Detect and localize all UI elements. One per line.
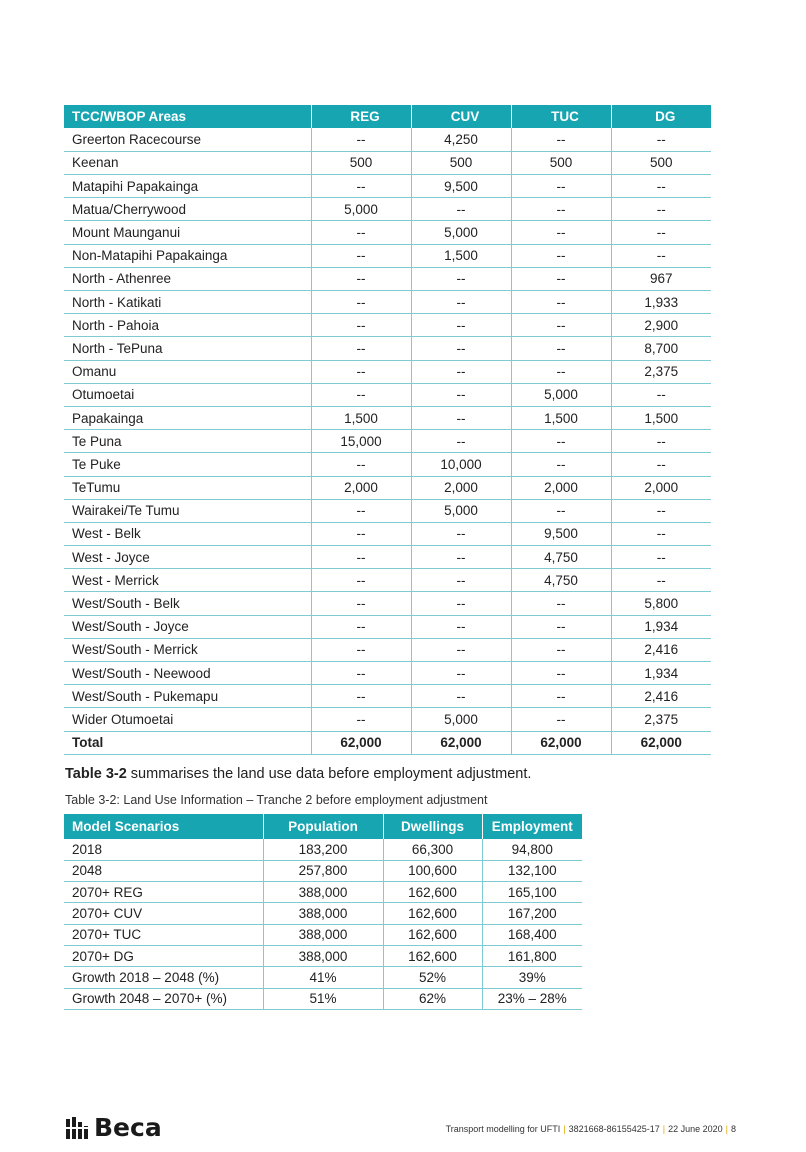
footer-doc-ref: 3821668-86155425-17 xyxy=(568,1124,660,1134)
table-row xyxy=(64,967,582,988)
scenario-cell: 168,400 xyxy=(482,924,582,945)
area-cell-label: North - Katikati xyxy=(64,291,311,314)
area-cell: -- xyxy=(511,430,611,453)
area-cell: -- xyxy=(411,685,511,708)
area-cell: -- xyxy=(411,267,511,290)
table2-header-cell: Model Scenarios xyxy=(64,814,263,839)
area-cell-label: North - Pahoia xyxy=(64,314,311,337)
area-cell: -- xyxy=(311,638,411,661)
area-cell: -- xyxy=(311,128,411,151)
table1-header-cell: CUV xyxy=(411,105,511,128)
table-row xyxy=(64,924,582,945)
table-row xyxy=(64,291,711,314)
summary-paragraph xyxy=(65,766,531,782)
area-cell: -- xyxy=(411,383,511,406)
table1-header xyxy=(64,105,711,128)
area-cell: 2,000 xyxy=(311,476,411,499)
area-cell: -- xyxy=(511,244,611,267)
footer-separator: | xyxy=(563,1124,566,1134)
area-cell: 1,500 xyxy=(511,406,611,429)
area-cell: -- xyxy=(411,430,511,453)
area-cell-label: Omanu xyxy=(64,360,311,383)
area-cell: -- xyxy=(311,314,411,337)
area-cell: -- xyxy=(311,708,411,731)
area-cell-label: West/South - Joyce xyxy=(64,615,311,638)
table-row xyxy=(64,945,582,966)
table-row xyxy=(64,522,711,545)
page-footer xyxy=(446,1124,736,1134)
scenario-cell: 100,600 xyxy=(383,860,482,881)
table-row xyxy=(64,903,582,924)
scenario-cell: 162,600 xyxy=(383,924,482,945)
area-allocation-table xyxy=(64,105,711,755)
scenario-cell: 94,800 xyxy=(482,839,582,860)
table-row xyxy=(64,708,711,731)
area-cell: -- xyxy=(311,291,411,314)
area-cell-label: Papakainga xyxy=(64,406,311,429)
area-cell: -- xyxy=(311,662,411,685)
area-cell-label: West - Belk xyxy=(64,522,311,545)
table-row xyxy=(64,360,711,383)
table-caption: Table 3-2: Land Use Information – Tranche 2 before employment adjustment xyxy=(65,793,488,807)
area-cell-label: Wairakei/Te Tumu xyxy=(64,499,311,522)
area-cell: 2,375 xyxy=(611,708,711,731)
scenario-cell: 257,800 xyxy=(263,860,383,881)
table-row xyxy=(64,569,711,592)
area-cell: 1,934 xyxy=(611,662,711,685)
scenario-cell: 51% xyxy=(263,988,383,1009)
area-cell: 2,416 xyxy=(611,685,711,708)
scenario-cell: 183,200 xyxy=(263,839,383,860)
area-cell: -- xyxy=(611,569,711,592)
area-cell: 2,000 xyxy=(611,476,711,499)
table-row xyxy=(64,988,582,1009)
area-cell: -- xyxy=(411,314,511,337)
area-cell: -- xyxy=(511,662,611,685)
table-row xyxy=(64,267,711,290)
area-cell: -- xyxy=(311,337,411,360)
summary-text: summarises the land use data before employment adjustment. xyxy=(126,766,532,782)
area-cell: -- xyxy=(311,175,411,198)
area-cell: 967 xyxy=(611,267,711,290)
beca-logo-mark-icon xyxy=(66,1117,88,1139)
area-cell: -- xyxy=(311,569,411,592)
table-reference: Table 3-2 xyxy=(65,766,127,782)
area-cell: -- xyxy=(311,453,411,476)
area-cell: -- xyxy=(411,360,511,383)
scenario-cell-label: 2018 xyxy=(64,839,263,860)
scenario-cell: 165,100 xyxy=(482,882,582,903)
area-cell: -- xyxy=(511,453,611,476)
footer-date: 22 June 2020 xyxy=(668,1124,723,1134)
area-cell: -- xyxy=(411,546,511,569)
area-cell: -- xyxy=(411,638,511,661)
area-cell: 5,000 xyxy=(511,383,611,406)
scenario-cell: 162,600 xyxy=(383,945,482,966)
area-cell-label: West/South - Pukemapu xyxy=(64,685,311,708)
area-cell: -- xyxy=(511,198,611,221)
area-cell-label: Mount Maunganui xyxy=(64,221,311,244)
area-cell: -- xyxy=(311,499,411,522)
table-row xyxy=(64,860,582,881)
area-cell: 2,000 xyxy=(511,476,611,499)
area-cell: -- xyxy=(311,546,411,569)
scenario-cell: 162,600 xyxy=(383,882,482,903)
area-cell: 2,375 xyxy=(611,360,711,383)
area-cell: -- xyxy=(511,175,611,198)
table-row xyxy=(64,499,711,522)
table-row xyxy=(64,175,711,198)
scenario-cell-label: 2070+ TUC xyxy=(64,924,263,945)
area-cell-label: West/South - Merrick xyxy=(64,638,311,661)
table-row xyxy=(64,638,711,661)
table-row xyxy=(64,662,711,685)
table-row xyxy=(64,198,711,221)
scenario-cell-label: 2070+ DG xyxy=(64,945,263,966)
table1-header-cell: REG xyxy=(311,105,411,128)
total-cell: 62,000 xyxy=(311,731,411,754)
logo-wordmark: Beca xyxy=(94,1113,162,1142)
area-cell: 1,934 xyxy=(611,615,711,638)
area-cell: -- xyxy=(611,175,711,198)
area-cell-label: North - TePuna xyxy=(64,337,311,360)
area-cell: -- xyxy=(611,128,711,151)
area-cell: -- xyxy=(311,267,411,290)
area-cell: -- xyxy=(611,546,711,569)
scenario-cell-label: 2070+ CUV xyxy=(64,903,263,924)
area-cell: -- xyxy=(411,592,511,615)
area-cell: -- xyxy=(611,499,711,522)
table-row xyxy=(64,615,711,638)
table-row xyxy=(64,476,711,499)
table-row xyxy=(64,546,711,569)
area-cell: 500 xyxy=(611,151,711,174)
footer-separator: | xyxy=(725,1124,728,1134)
area-cell: 9,500 xyxy=(411,175,511,198)
table-row xyxy=(64,337,711,360)
table-row xyxy=(64,383,711,406)
area-cell: -- xyxy=(611,383,711,406)
total-cell: 62,000 xyxy=(511,731,611,754)
table-row xyxy=(64,406,711,429)
scenario-cell: 388,000 xyxy=(263,882,383,903)
area-cell-label: Te Puna xyxy=(64,430,311,453)
area-cell: -- xyxy=(511,291,611,314)
area-cell: 1,500 xyxy=(611,406,711,429)
area-cell: -- xyxy=(311,221,411,244)
area-cell: -- xyxy=(311,244,411,267)
area-cell: 15,000 xyxy=(311,430,411,453)
scenario-cell: 39% xyxy=(482,967,582,988)
area-cell: -- xyxy=(411,662,511,685)
area-cell-label: West/South - Neewood xyxy=(64,662,311,685)
area-cell: -- xyxy=(411,337,511,360)
area-cell-label: Matua/Cherrywood xyxy=(64,198,311,221)
area-cell: -- xyxy=(311,615,411,638)
scenario-cell: 388,000 xyxy=(263,945,383,966)
area-cell: -- xyxy=(311,592,411,615)
table1-total-row xyxy=(64,731,711,754)
total-cell: 62,000 xyxy=(611,731,711,754)
area-cell-label: Non-Matapihi Papakainga xyxy=(64,244,311,267)
area-cell: -- xyxy=(411,291,511,314)
table2-header-cell: Population xyxy=(263,814,383,839)
scenario-cell-label: Growth 2018 – 2048 (%) xyxy=(64,967,263,988)
table-row xyxy=(64,314,711,337)
table-row xyxy=(64,592,711,615)
area-cell-label: Otumoetai xyxy=(64,383,311,406)
footer-doc-title: Transport modelling for UFTI xyxy=(445,1124,561,1134)
area-cell-label: Wider Otumoetai xyxy=(64,708,311,731)
area-cell: -- xyxy=(311,522,411,545)
area-cell-label: Te Puke xyxy=(64,453,311,476)
area-cell: -- xyxy=(311,360,411,383)
area-cell-label: TeTumu xyxy=(64,476,311,499)
area-cell: 2,416 xyxy=(611,638,711,661)
area-cell: 1,933 xyxy=(611,291,711,314)
table-row xyxy=(64,430,711,453)
area-cell: -- xyxy=(511,592,611,615)
area-cell: 500 xyxy=(411,151,511,174)
scenario-cell-label: 2070+ REG xyxy=(64,882,263,903)
area-cell: 5,000 xyxy=(411,499,511,522)
beca-logo xyxy=(66,1113,162,1142)
table-row xyxy=(64,685,711,708)
table1-header-cell: TCC/WBOP Areas xyxy=(64,105,311,128)
area-cell: -- xyxy=(511,685,611,708)
area-cell: 8,700 xyxy=(611,337,711,360)
area-cell-label: Matapihi Papakainga xyxy=(64,175,311,198)
area-cell: -- xyxy=(411,615,511,638)
area-cell: -- xyxy=(511,221,611,244)
area-cell: -- xyxy=(611,453,711,476)
area-cell: -- xyxy=(511,360,611,383)
footer-separator: | xyxy=(662,1124,666,1134)
area-cell: 2,900 xyxy=(611,314,711,337)
area-cell: -- xyxy=(411,569,511,592)
table-row xyxy=(64,151,711,174)
scenario-cell: 161,800 xyxy=(482,945,582,966)
area-cell: -- xyxy=(511,128,611,151)
area-cell-label: Keenan xyxy=(64,151,311,174)
area-cell: -- xyxy=(311,383,411,406)
scenario-cell: 167,200 xyxy=(482,903,582,924)
scenario-cell: 388,000 xyxy=(263,924,383,945)
area-cell: 5,000 xyxy=(311,198,411,221)
table-row xyxy=(64,128,711,151)
area-cell: 5,000 xyxy=(411,708,511,731)
area-cell: 4,750 xyxy=(511,569,611,592)
table-row xyxy=(64,453,711,476)
table1-header-cell: DG xyxy=(611,105,711,128)
area-cell: -- xyxy=(511,267,611,290)
area-cell: -- xyxy=(511,499,611,522)
area-cell: -- xyxy=(511,638,611,661)
table-row xyxy=(64,839,582,860)
scenario-cell: 41% xyxy=(263,967,383,988)
area-cell: 10,000 xyxy=(411,453,511,476)
area-cell-label: West/South - Belk xyxy=(64,592,311,615)
area-cell: 1,500 xyxy=(411,244,511,267)
scenario-cell-label: Growth 2048 – 2070+ (%) xyxy=(64,988,263,1009)
table2-body xyxy=(64,839,582,1009)
area-cell-label: West - Merrick xyxy=(64,569,311,592)
area-cell: -- xyxy=(411,198,511,221)
table1-header-cell: TUC xyxy=(511,105,611,128)
page-number: 8 xyxy=(730,1124,736,1134)
area-cell: -- xyxy=(311,685,411,708)
area-cell: -- xyxy=(511,314,611,337)
table2-header-cell: Employment xyxy=(482,814,582,839)
total-cell: 62,000 xyxy=(411,731,511,754)
land-use-table xyxy=(64,814,582,1010)
area-cell: 500 xyxy=(311,151,411,174)
table2-header-cell: Dwellings xyxy=(383,814,482,839)
area-cell-label: West - Joyce xyxy=(64,546,311,569)
table-row xyxy=(64,221,711,244)
area-cell: -- xyxy=(511,337,611,360)
scenario-cell: 52% xyxy=(383,967,482,988)
table-row xyxy=(64,882,582,903)
scenario-cell: 23% – 28% xyxy=(482,988,582,1009)
area-cell: 1,500 xyxy=(311,406,411,429)
area-cell: -- xyxy=(511,708,611,731)
table1-body xyxy=(64,128,711,731)
area-cell: -- xyxy=(611,221,711,244)
area-cell: 5,800 xyxy=(611,592,711,615)
area-cell-label: North - Athenree xyxy=(64,267,311,290)
area-cell: -- xyxy=(411,406,511,429)
area-cell: -- xyxy=(611,198,711,221)
scenario-cell: 388,000 xyxy=(263,903,383,924)
table2-header xyxy=(64,814,582,839)
area-cell: 500 xyxy=(511,151,611,174)
scenario-cell: 66,300 xyxy=(383,839,482,860)
area-cell: 4,250 xyxy=(411,128,511,151)
scenario-cell: 132,100 xyxy=(482,860,582,881)
scenario-cell: 62% xyxy=(383,988,482,1009)
area-cell: -- xyxy=(611,244,711,267)
area-cell: 4,750 xyxy=(511,546,611,569)
table-row xyxy=(64,244,711,267)
area-cell-label: Greerton Racecourse xyxy=(64,128,311,151)
area-cell: 5,000 xyxy=(411,221,511,244)
total-cell: Total xyxy=(64,731,311,754)
scenario-cell: 162,600 xyxy=(383,903,482,924)
area-cell: 2,000 xyxy=(411,476,511,499)
area-cell: -- xyxy=(611,430,711,453)
scenario-cell-label: 2048 xyxy=(64,860,263,881)
area-cell: -- xyxy=(611,522,711,545)
area-cell: -- xyxy=(511,615,611,638)
area-cell: -- xyxy=(411,522,511,545)
area-cell: 9,500 xyxy=(511,522,611,545)
